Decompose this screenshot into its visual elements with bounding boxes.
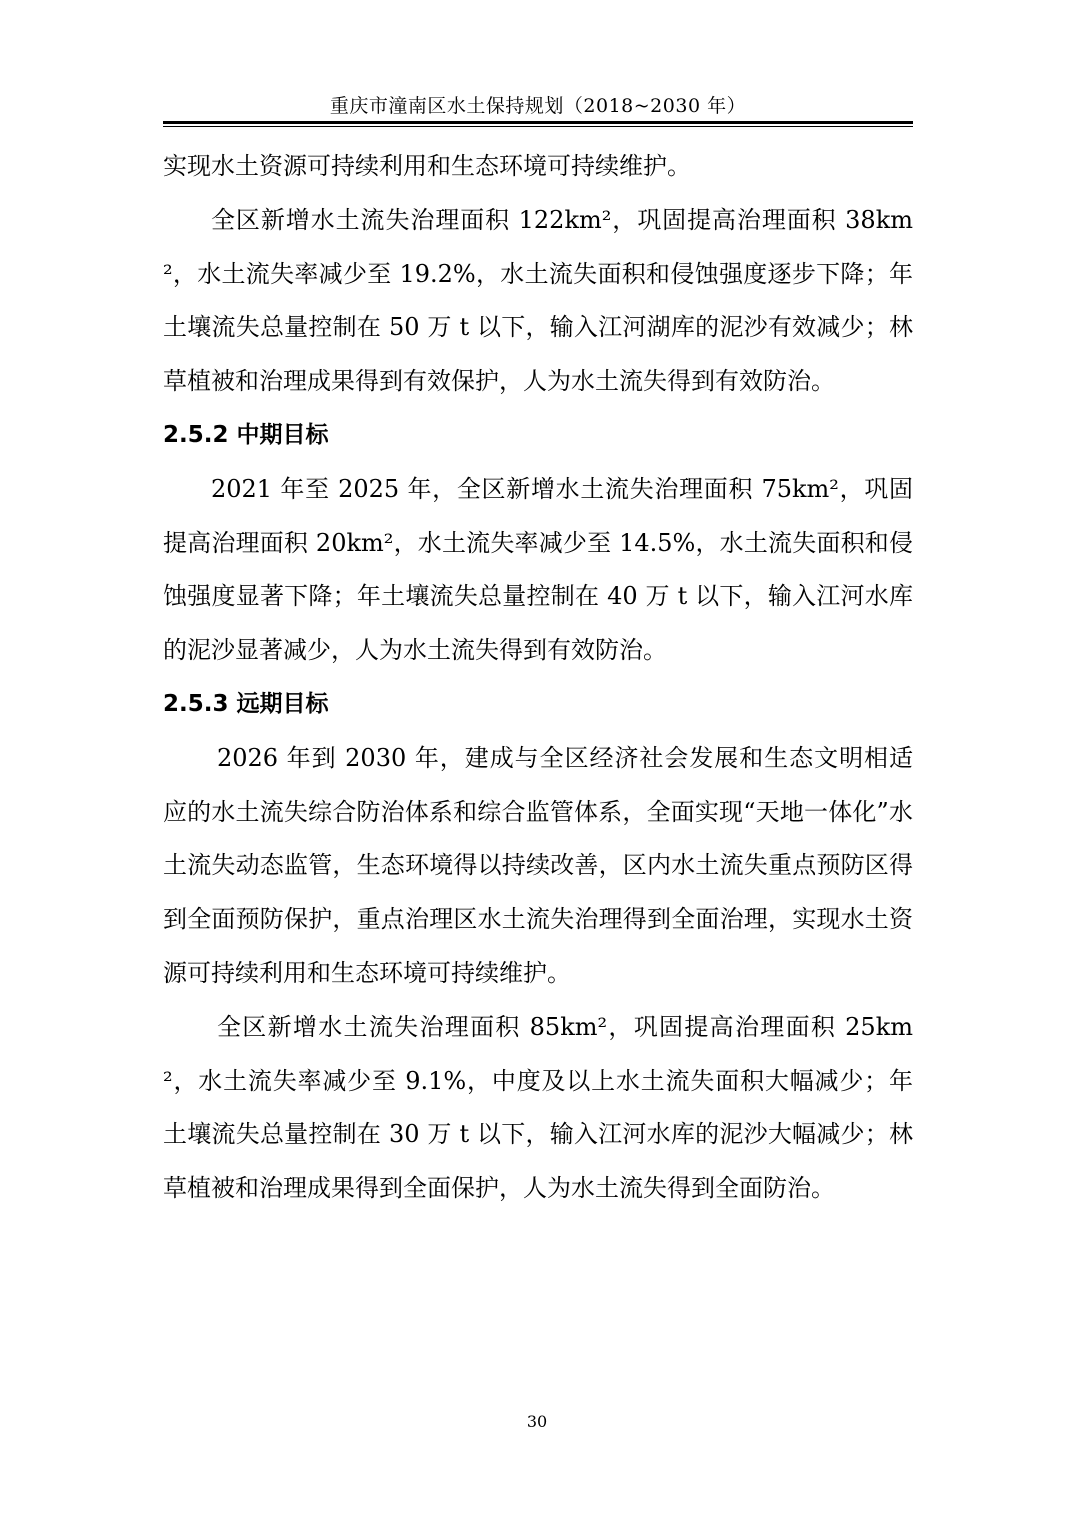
page-number: 30 xyxy=(526,1412,548,1431)
paragraph-near-term-targets: 全区新增水土流失治理面积 122km²，巩固提高治理面积 38km²，水土流失率减少至 19.2%，水土流失面积和侵蚀强度逐步下降；年土壤流失总量控制在 50 万 t 以下，输入江河湖库的泥沙有效减少；林草植被和治理成果得到有效保护，人为水土流失得到有效防治。 xyxy=(163,205,913,396)
header-rule-thin xyxy=(163,126,913,127)
header-rule-thick xyxy=(163,121,913,124)
document-body xyxy=(163,140,913,1216)
paragraph-long-term-targets: 全区新增水土流失治理面积 85km²，巩固提高治理面积 25km²，水土流失率减少至 9.1%，中度及以上水土流失面积大幅减少；年土壤流失总量控制在 30 万 t 以下，输入江河水库的泥沙大幅减少；林草植被和治理成果得到全面保护，人为水土流失得到全面防治。 xyxy=(163,1012,913,1203)
section-heading-mid-term: 2.5.2 中期目标 xyxy=(163,421,329,448)
section-heading-long-term: 2.5.3 远期目标 xyxy=(163,690,329,717)
page-header-title: 重庆市潼南区水土保持规划（2018~2030 年） xyxy=(329,95,747,117)
paragraph-continuation: 实现水土资源可持续利用和生态环境可持续维护。 xyxy=(163,152,691,180)
paragraph-mid-term-targets: 2021 年至 2025 年，全区新增水土流失治理面积 75km²，巩固提高治理面积 20km²，水土流失率减少至 14.5%，水土流失面积和侵蚀强度显著下降；年土壤流失总量控制在 40 万 t 以下，输入江河水库的泥沙显著减少，人为水土流失得到有效防治。 xyxy=(163,474,913,665)
paragraph-long-term-goals: 2026 年到 2030 年，建成与全区经济社会发展和生态文明相适应的水土流失综合防治体系和综合监管体系，全面实现“天地一体化”水土流失动态监管，生态环境得以持续改善，区内水土流失重点预防区得到全面预防保护，重点治理区水土流失治理得到全面治理，实现水土资源可持续利用和生态环境可持续维护。 xyxy=(163,743,913,987)
